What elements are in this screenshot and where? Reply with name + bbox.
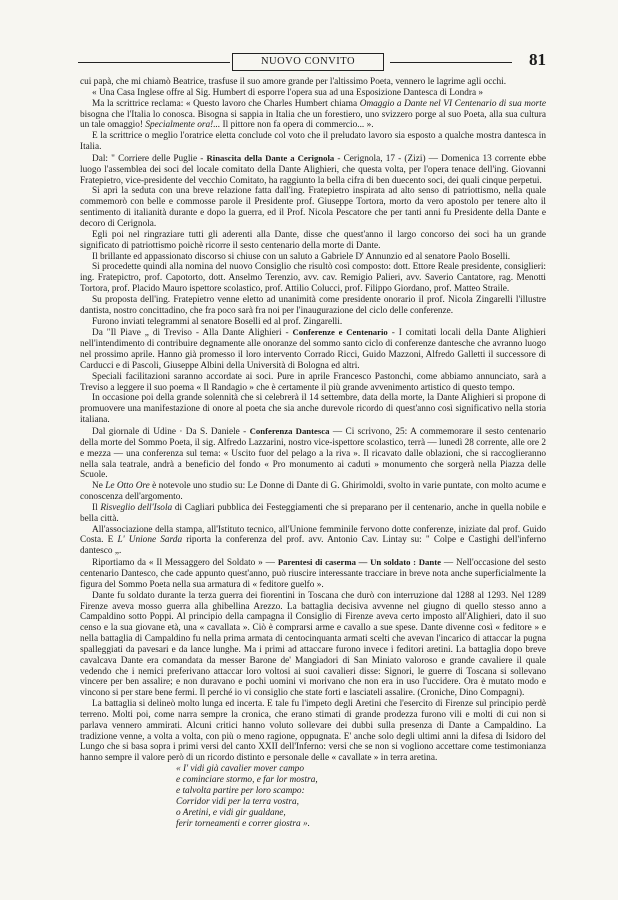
italic-title: Le Otto Ore [105, 481, 150, 492]
poem-line: e talvolta partire per loro scampo: [176, 785, 305, 796]
paragraph [80, 153, 546, 187]
paragraph-text: riporta la conferenza del prof. avv. Antonio Cav. Lintay su: " Colpe e Castighi dell'inferno dantesco „. [80, 535, 546, 557]
paragraph-text: Il brillante ed appassionato discorso si chiuse con un saluto a Gabriele D' Annunzio ed al senatore Paolo Boselli. [92, 251, 511, 262]
poem-line: « I' vidi già cavalier mover campo [176, 764, 304, 775]
article-heading: Conferenze e Centenario [292, 327, 388, 338]
paragraph-text: All'associazione della stampa, all'Istituto tecnico, all'Unione femminile fervono dotte conferenze, iniziate dal prof. Guido Costa. E [80, 524, 546, 546]
paragraph-text: In occasione poi della grande solennità che si celebrerà il 14 settembre, data della morte, la Dante Alighieri si propone di promuovere una manifestazione di onore al poeta che sia anche durevole ricordo di quest'anno così significativo nella storia italiana. [80, 393, 546, 426]
paragraph [80, 557, 546, 591]
italic-title: L' Unione Sarda [117, 535, 183, 546]
article-heading: Parentesi di caserma — Un soldato : Dante [277, 557, 441, 568]
paragraph-text: - I comitati locali della Dante Alighieri nell'intendimento di contribuire degnamente alle onoranze del sommo santo ciclo di conferenze dantesche che avranno luogo nel prossimo aprile. Hanno già promesso il loro intervento Corrado Ricci, Guido Mazzoni, Alfredo Galletti il successore di Carducci e di Pascoli, Giuseppe Albini della Università di Bologna ed altri. [80, 328, 546, 371]
journal-title: NUOVO CONVITO [232, 53, 384, 71]
paragraph-text: Si aprì la seduta con una breve relazione fatta dall'ing. Fratepietro inspirata ad alto senso di patriottismo, nella quale commemorò con belle e commosse parole il Presidente prof. Giuseppe Tortora, morto da vero apostolo per tenere alto il sentimento di italianità durante e dopo la guerra, ed il Prof. Nicola Pescatore che per tanti anni fu Presidente della Dante e decoro di Cerignola. [80, 186, 546, 229]
paragraph [80, 131, 546, 153]
paragraph-text: Ma la scrittrice reclama: « Questo lavoro che Charles Humbert chiama [92, 98, 360, 109]
header-rule-right [390, 62, 512, 63]
poem-line: ferir torneamenti e correr giostra ». [176, 818, 310, 829]
page-number: 81 [529, 50, 546, 69]
article-heading: Conferenza Dantesca [249, 426, 330, 436]
paragraph-text: La battaglia si delineò molto lunga ed incerta. E tale fu l'impeto degli Aretini che l'esercito di Firenze sul principio perdè terreno. Molti poi, come narra sempre la cronica, che erano stimati di grande prodezza furono vili e molti di cui non si parlava vennero ammirati. Alcuni critici hanno voluto sollevare dei dubbi sulla presenza di Dante a Campaldino. La tradizione venne, a volta a volta, con più o meno ragione, oppugnata. E' anche solo degli ultimi anni la difesa di Isidoro del Lungo che si basa sopra i primi versi del canto XXII dell'Inferno: versi che se non si vogliono accettare come testimonianza hanno sempre il valore però di un ricordo distinto e personale delle « cavallate » in terra aretina. [80, 699, 546, 764]
paragraph-text: Si procedette quindi alla nomina del nuovo Consiglio che risultò così composto: dott. Ettore Reale presidente, consiglieri: ing. Fratepictro, prof. Capotorto, dott. Anselmo Terenzio, avv. cav. Remigio Palieri, avv. Saverio Cantatore, rag. Menotti Tortora, prof. Placido Mauro ispettore scolastico, prof. Attilio Colucci, prof. Filippo Giordano, prof. Matteo Straile. [80, 262, 546, 295]
poem-quote [176, 764, 546, 829]
poem-line: o Aretini, e vidi gir gualdane, [176, 807, 286, 818]
paragraph-text: Ne [92, 481, 106, 492]
italic-title: Risveglio dell'Isola [100, 502, 173, 513]
paragraph [80, 77, 546, 88]
paragraph [80, 99, 546, 132]
paragraph-text: Il [92, 502, 101, 513]
paragraph-text: E la scrittrice o meglio l'oratrice eletta conclude col voto che il preludato lavoro sia esposto a qualche mostra dantesca in Italia. [80, 131, 546, 153]
paragraph [80, 699, 546, 764]
paragraph-text: — Nell'occasione del sesto centenario Dantesco, che cade appunto quest'anno, può riuscire interessante tracciare in breve nota anche superficialmente la figura del Sommo Poeta nella sua armatura di « feditore guelfo ». [80, 558, 546, 590]
paragraph [80, 503, 546, 525]
paragraph [80, 186, 546, 229]
paragraph-text: Dal: " Corriere delle Puglie - [92, 153, 207, 164]
header-rule-left [78, 62, 230, 63]
poem-line: Corridor vidi per la terra vostra, [176, 796, 299, 807]
article-heading: Rinascita della Dante a Cerignola [206, 152, 335, 163]
paragraph-text: è notevole uno studio su: Le Donne di Dante di G. Ghirimoldi, svolto in varie puntate, con molto acume e conoscenza dell'argomento. [80, 481, 546, 503]
paragraph [80, 252, 546, 263]
article-body [80, 77, 546, 867]
paragraph [80, 393, 546, 426]
paragraph [80, 525, 546, 558]
paragraph-text: « Una Casa Inglese offre al Sig. Humbert di esporre l'opera sua ad una Esposizione Dantesca di Londra » [92, 87, 484, 98]
paragraph-text: Furono inviati telegrammi al senatore Boselli ed al prof. Zingarelli. [92, 316, 343, 327]
paragraph [80, 230, 546, 252]
paragraph [80, 426, 546, 481]
paragraph-text: Il pittore non fa opera di commercio... ». [220, 120, 374, 131]
paragraph-text: bisogna che l'Italia lo conosca. Bisogna si sappia in Italia che un forestiero, uno svizzero porge al suo Poeta, alla sua cultura un tale omaggio! [80, 109, 546, 131]
paragraph-text: - Cerignola, 17 - (Zizi) — Domenica 13 corrente ebbe luogo l'assemblea dei soci del locale comitato della Dante Alighieri, che questa volta, per l'opera tenace dell'ing. Giovanni Fratepietro, vice-presidente del vecchio Comitato, ha raggiunto la bella cifra di ben duecento soci, dei quali cinque perpetui. [80, 153, 546, 186]
italic-title: Specialmente ora!... [145, 120, 221, 131]
paragraph-text: — Ci scrivono, 25: A commemorare il sesto centenario della morte del Sommo Poeta, il sig. Alfredo Lazzarini, nostro vice-ispettore scolastico, terrà — lunedì 28 corrente, alle ore 2 e mezza — una conferenza sul tema: « Uscito fuor del pelago a la riva ». Il ricavato dalle oblazioni, che si raccoglieranno nella sala teatrale, andrà a beneficio del fondo « Pro monumento ai caduti » monumento che sorgerà nella Piazza delle Scuole. [80, 427, 546, 481]
poem-line: e cominciare stormo, e far lor mostra, [176, 775, 318, 786]
paragraph-text: cui papà, che mi chiamò Beatrice, trasfuse il suo amore grande per l'altissimo Poeta, vennero le lagrime agli occhi. [80, 77, 507, 87]
paragraph [80, 262, 546, 295]
paragraph [80, 591, 546, 699]
paragraph-text: Dante fu soldato durante la terza guerra dei fiorentini in Toscana che durò con interruzione dal 1288 al 1293. Nel 1289 Firenze aveva mosso guerra alla ghibellina Arezzo. La battaglia decisiva avvenne nel giugno di quello stesso anno a Campaldino sotto Poppi. Al principio della campagna il Consiglio di Firenze aveva certo imposto all'Alighieri, dato il suo censo e la sua giovane età, una « cavallata ». Ciò è comprarsi arme e cavallo a sue spese. Dante divenne così « feditore » e nella battaglia di Campaldino fu nella prima armata di centocinquanta armati scelti che avevan l'incarico di attaccar la pugna spalleggiati da pavesari e da lance lunghe. Ma i primi ad attaccare furono invece i feditori aretini. La battaglia dopo breve cavalcava Dante era comandata da messer Barone de' Mangiadori di San Miniato valoroso e grande cavaliere il quale vedendo che i nemici preferivano attaccar loro voltosi ai suoi cavalieri disse: Signori, le guerre di Toscana si sollevano vincere per ben assalire; e non duravano e pochi uomini vi morivano che non era in uso l'uccidere. Ora è mutato modo e vincono si per stare bene fermi. Il perché io vi consiglio che state forti e lasciateli assalire. (Croniche, Dino Compagni). [80, 590, 546, 699]
paragraph-text: Riportiamo da « Il Messaggero del Soldato » — [92, 558, 278, 569]
paragraph [80, 88, 546, 99]
paragraph [80, 372, 546, 394]
paragraph [80, 481, 546, 503]
paragraph-text: Egli poi nel ringraziare tutti gli aderenti alla Dante, disse che quest'anno il largo concorso dei soci ha un grande significato di patriottismo poichè ricorre il sesto centenario della morte di Dante. [80, 229, 546, 251]
italic-title: Omaggio a Dante nel VI Centenario di sua morte [359, 98, 546, 109]
paragraph-text: di Cagliari pubblica dei Festeggiamenti che si preparano per il centenario, anche in quella nobile e bella città. [80, 502, 546, 524]
paragraph [80, 317, 546, 328]
paragraph-text: Da "Il Piave „ di Treviso - Alla Dante Alighieri - [92, 328, 293, 339]
paragraph-text: Speciali facilitazioni saranno accordate ai soci. Pure in aprile Francesco Pastonchi, come abbiamo annunciato, sarà a Treviso a leggere il suo poema « Il Randagio » che è certamente il più grande avvenimento artistico di questo tempo. [80, 371, 546, 393]
paragraph-text: Su proposta dell'ing. Fratepietro venne eletto ad unanimità come presidente onorario il prof. Nicola Zingarelli l'illustre dantista, nostro concittadino, che fra poco sarà fra noi per l'inaugurazione del ciclo delle conferenze. [80, 294, 546, 316]
paragraph-text: Dal giornale di Udine · Da S. Daniele - [92, 427, 250, 437]
paragraph [80, 295, 546, 317]
paragraph [80, 327, 546, 371]
page-header [78, 52, 546, 74]
